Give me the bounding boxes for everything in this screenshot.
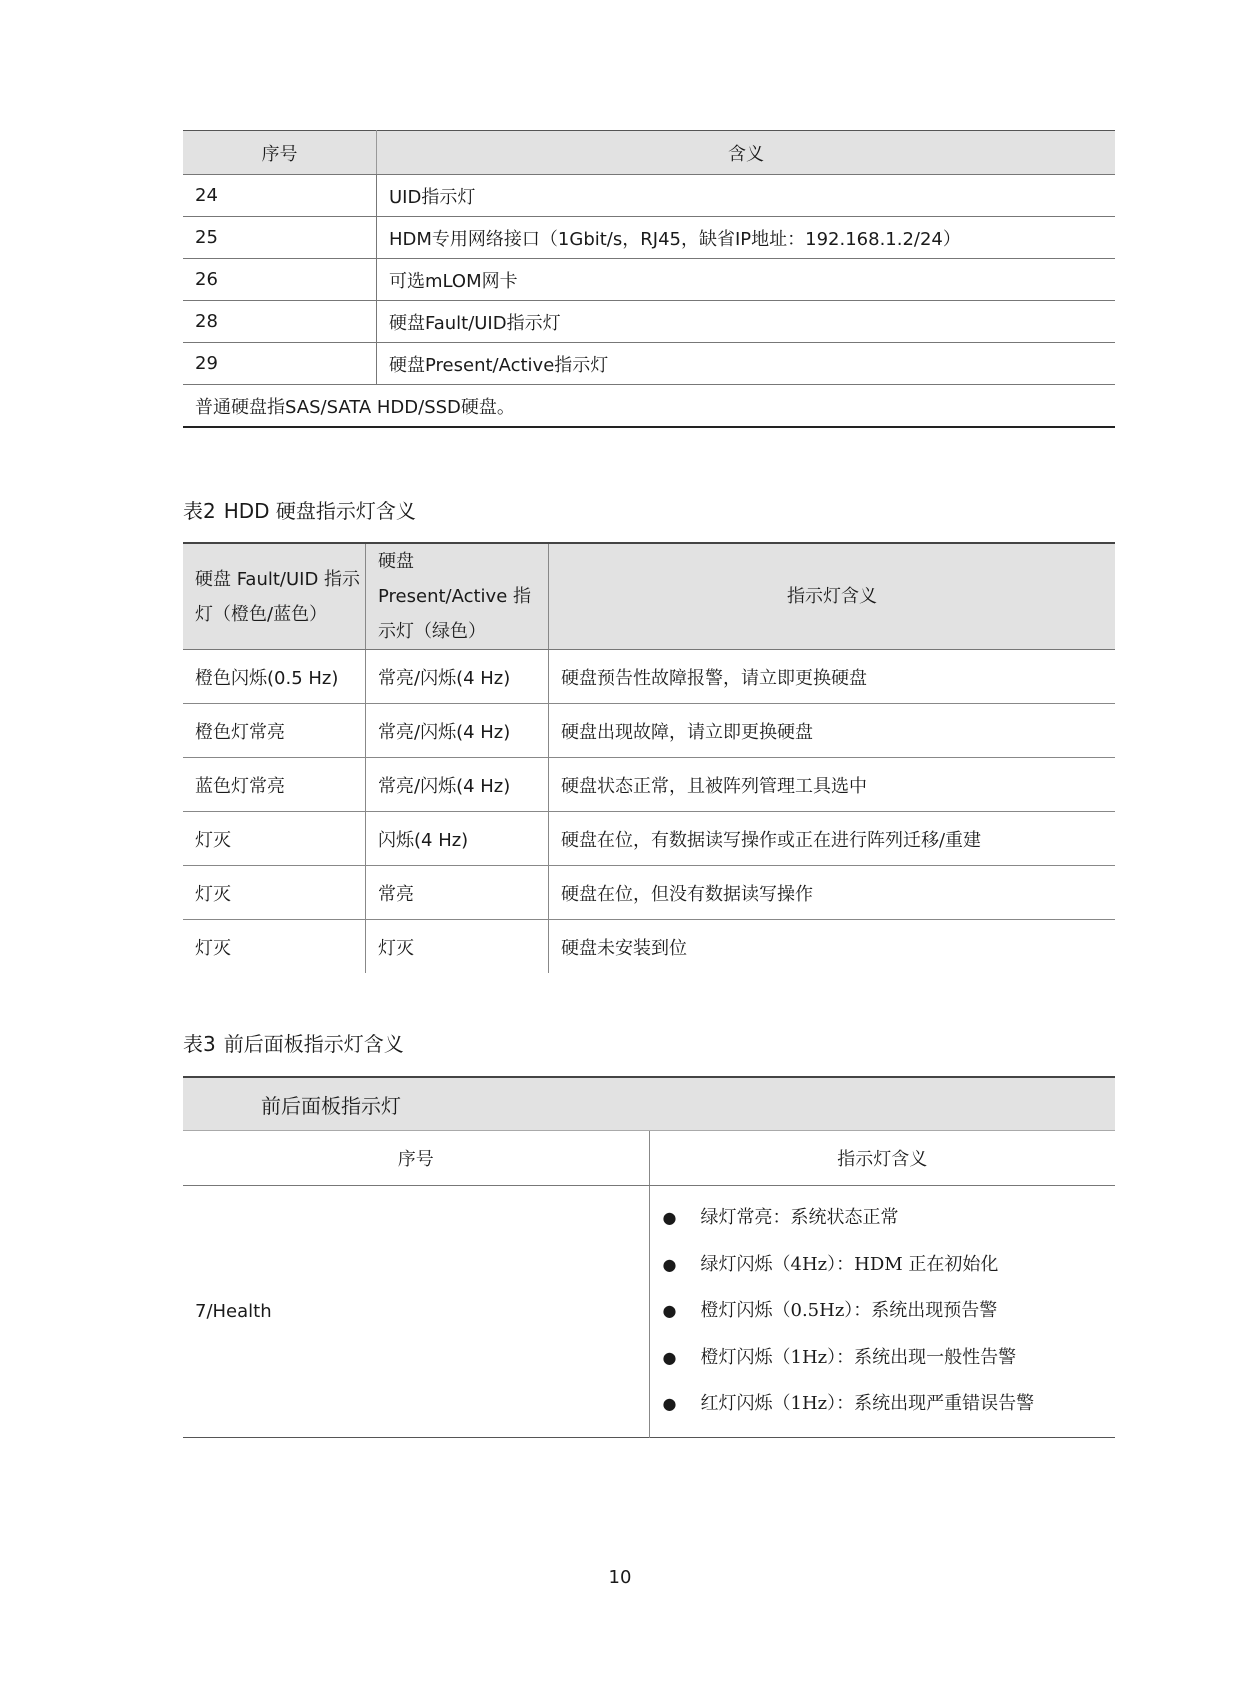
table-cell: HDM专用网络接口（1Gbit/s，RJ45，缺省IP地址：192.168.1.2/24） xyxy=(377,217,1116,259)
list-item-text: 橙灯闪烁（1Hz）：系统出现一般性告警 xyxy=(700,1346,1017,1368)
table-cell: 常亮/闪烁(4 Hz) xyxy=(366,758,549,812)
bullet-icon: ● xyxy=(662,1394,677,1414)
table-cell xyxy=(649,1186,1115,1438)
list-item-text: 绿灯闪烁（4Hz）：HDM 正在初始化 xyxy=(700,1253,999,1275)
table-header-row xyxy=(183,1131,1115,1186)
table-row xyxy=(183,866,1115,920)
bullet-icon: ● xyxy=(662,1347,677,1367)
component-table xyxy=(183,130,1115,428)
table-cell: 灯灭 xyxy=(183,866,366,920)
table-cell: 硬盘未安装到位 xyxy=(549,920,1116,974)
table-cell: 蓝色灯常亮 xyxy=(183,758,366,812)
bullet-list xyxy=(651,1187,1115,1436)
table-cell: 常亮/闪烁(4 Hz) xyxy=(366,650,549,704)
table-header-row xyxy=(183,543,1115,650)
document-page xyxy=(183,130,1115,1415)
table-cell: 硬盘Present/Active指示灯 xyxy=(377,343,1116,385)
table-row xyxy=(183,259,1115,301)
table-row xyxy=(183,650,1115,704)
table-note-row xyxy=(183,385,1115,428)
table-cell: 硬盘出现故障，请立即更换硬盘 xyxy=(549,704,1116,758)
table-cell: 26 xyxy=(183,259,377,301)
table-cell: 硬盘在位，有数据读写操作或正在进行阵列迁移/重建 xyxy=(549,812,1116,866)
table-row xyxy=(183,812,1115,866)
table-cell: 可选mLOM网卡 xyxy=(377,259,1116,301)
table-row xyxy=(183,704,1115,758)
table-cell: 闪烁(4 Hz) xyxy=(366,812,549,866)
table-band-row xyxy=(183,1077,1115,1131)
table-cell: 硬盘预告性故障报警，请立即更换硬盘 xyxy=(549,650,1116,704)
table-cell: 常亮 xyxy=(366,866,549,920)
column-header: 指示灯含义 xyxy=(649,1131,1115,1186)
table-cell: 硬盘在位，但没有数据读写操作 xyxy=(549,866,1116,920)
column-header: 序号 xyxy=(183,1131,649,1186)
table-cell: 橙色闪烁(0.5 Hz) xyxy=(183,650,366,704)
table-cell: 24 xyxy=(183,175,377,217)
list-item xyxy=(663,1381,1115,1428)
caption-number: 表3 xyxy=(183,1032,216,1056)
column-header: 序号 xyxy=(183,131,377,175)
list-item xyxy=(663,1242,1115,1289)
table-cell: 灯灭 xyxy=(366,920,549,974)
table-row xyxy=(183,758,1115,812)
table-caption xyxy=(183,495,416,524)
list-item-text: 红灯闪烁（1Hz）：系统出现严重错误告警 xyxy=(700,1393,1035,1415)
table-cell: 灯灭 xyxy=(183,812,366,866)
table-header-row xyxy=(183,131,1115,175)
column-header: 含义 xyxy=(377,131,1116,175)
caption-number: 表2 xyxy=(183,499,216,523)
caption-text: 前后面板指示灯含义 xyxy=(223,1032,404,1056)
column-header: 指示灯含义 xyxy=(549,543,1116,650)
table-cell: UID指示灯 xyxy=(377,175,1116,217)
table-cell: 常亮/闪烁(4 Hz) xyxy=(366,704,549,758)
table-row xyxy=(183,343,1115,385)
list-item xyxy=(663,1195,1115,1242)
list-item-text: 绿灯常亮：系统状态正常 xyxy=(700,1207,899,1228)
table-note: 普通硬盘指SAS/SATA HDD/SSD硬盘。 xyxy=(195,396,515,418)
list-item-text: 橙灯闪烁（0.5Hz）：系统出现预告警 xyxy=(700,1300,998,1322)
table-caption xyxy=(183,1028,404,1057)
table-cell: 29 xyxy=(183,343,377,385)
table-cell: 28 xyxy=(183,301,377,343)
panel-indicator-table xyxy=(183,1076,1115,1438)
table-cell: 25 xyxy=(183,217,377,259)
table-cell: 橙色灯常亮 xyxy=(183,704,366,758)
table-cell: 7/Health xyxy=(195,1300,272,1322)
list-item xyxy=(663,1335,1115,1382)
table-cell: 灯灭 xyxy=(195,937,231,959)
bullet-icon: ● xyxy=(662,1301,677,1321)
list-item xyxy=(663,1288,1115,1335)
table-row xyxy=(183,1186,1115,1438)
hdd-indicator-table xyxy=(183,542,1115,973)
bullet-icon: ● xyxy=(662,1208,677,1227)
table-row xyxy=(183,175,1115,217)
caption-text: HDD 硬盘指示灯含义 xyxy=(223,499,416,523)
bullet-icon: ● xyxy=(662,1254,677,1274)
column-header: 硬盘 Fault/UID 指示灯（橙色/蓝色） xyxy=(183,543,366,650)
column-header: 硬盘 Present/Active 指示灯（绿色） xyxy=(366,543,549,650)
table-band-title: 前后面板指示灯 xyxy=(183,1077,1115,1131)
table-row xyxy=(183,217,1115,259)
table-cell: 硬盘Fault/UID指示灯 xyxy=(377,301,1116,343)
page-number: 10 xyxy=(608,1567,632,1588)
table-cell: 硬盘状态正常，且被阵列管理工具选中 xyxy=(549,758,1116,812)
table-row xyxy=(183,301,1115,343)
table-row xyxy=(183,920,1115,974)
